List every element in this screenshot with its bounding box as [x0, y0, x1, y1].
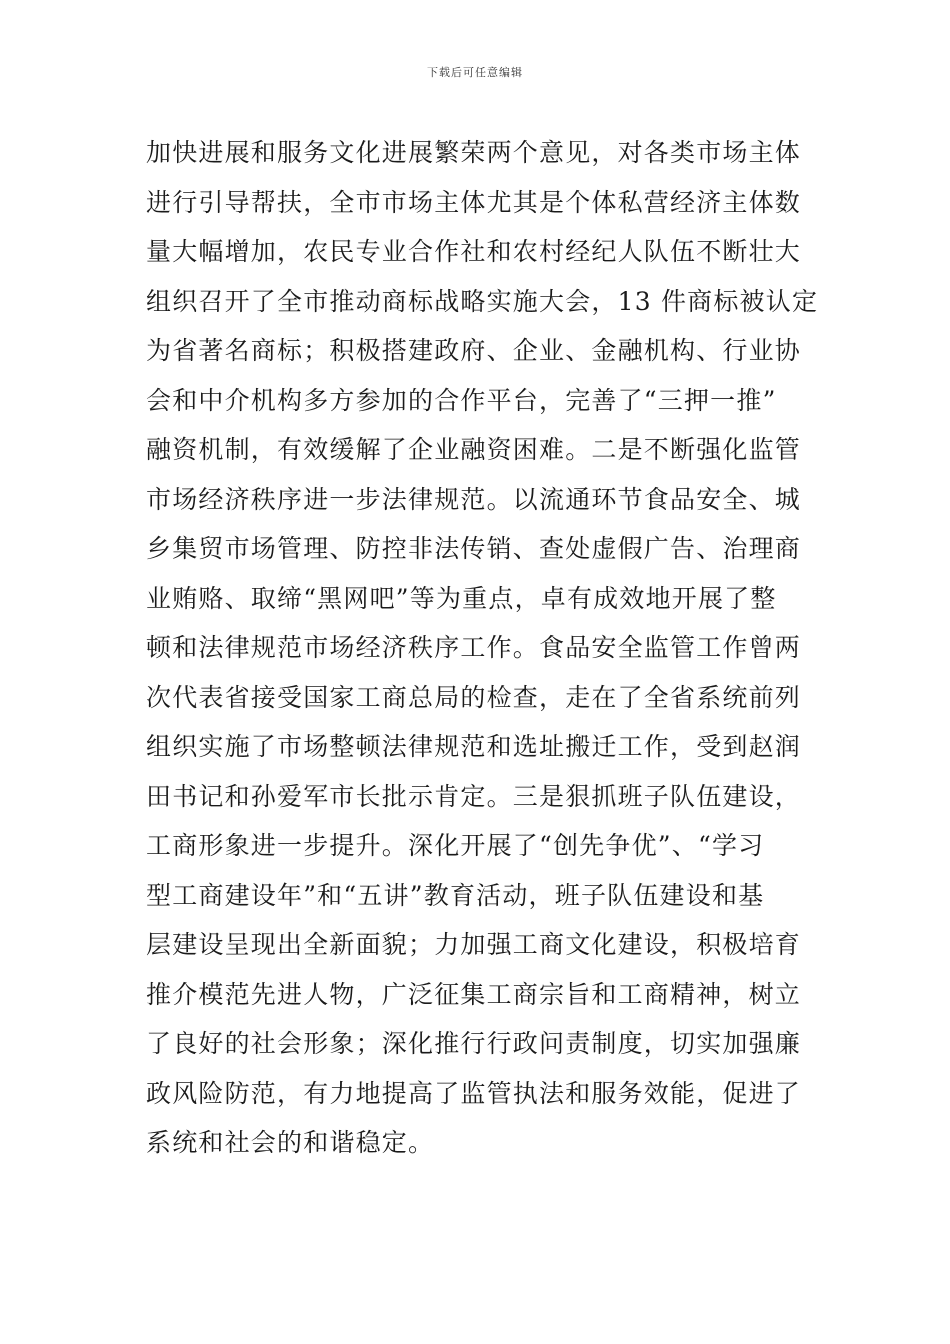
body-line: 次代表省接受国家工商总局的检查，走在了全省系统前列: [146, 682, 802, 712]
body-line: 型工商建设年”和“五讲”教育活动，班子队伍建设和基: [146, 880, 765, 910]
body-line: 政风险防范，有力地提高了监管执法和服务效能，促进了: [146, 1078, 802, 1108]
body-line: 组织实施了市场整顿法律规范和选址搬迁工作，受到赵润: [146, 732, 802, 761]
body-line: 量大幅增加，农民专业合作社和农村经纪人队伍不断壮大: [146, 237, 802, 266]
body-line: 为省著名商标；积极搭建政府、企业、金融机构、行业协: [146, 336, 802, 365]
body-line: 组织召开了全市推动商标战略实施大会，13 件商标被认定: [146, 286, 819, 316]
body-line: 顿和法律规范市场经济秩序工作。食品安全监管工作曾两: [146, 633, 802, 662]
body-line: 进行引导帮扶，全市市场主体尤其是个体私营经济主体数: [146, 187, 802, 217]
body-line: 乡集贸市场管理、防控非法传销、查处虚假广告、治理商: [146, 534, 802, 563]
body-line: 推介模范先进人物，广泛征集工商宗旨和工商精神，树立: [146, 979, 802, 1009]
body-line: 加快进展和服务文化进展繁荣两个意见，对各类市场主体: [146, 138, 802, 167]
body-line: 市场经济秩序进一步法律规范。以流通环节食品安全、城: [146, 484, 802, 514]
body-line: 系统和社会的和谐稳定。: [146, 1128, 435, 1157]
body-line: 会和中介机构多方参加的合作平台，完善了“三押一推”: [146, 385, 777, 415]
body-line: 工商形象进一步提升。深化开展了“创先争优”、“学习: [146, 831, 765, 860]
document-body: [146, 128, 819, 1168]
body-line: 融资机制，有效缓解了企业融资困难。二是不断强化监管: [146, 435, 802, 464]
body-line: 业贿赂、取缔“黑网吧”等为重点，卓有成效地开展了整: [146, 583, 777, 613]
body-line: 层建设呈现出全新面貌；力加强工商文化建设，积极培育: [146, 930, 802, 959]
body-line: 了良好的社会形象；深化推行行政问责制度，切实加强廉: [146, 1029, 802, 1058]
page-header: 下载后可任意编辑: [427, 66, 523, 79]
body-line: 田书记和孙爱军市长批示肯定。三是狠抓班子队伍建设，: [146, 781, 802, 811]
